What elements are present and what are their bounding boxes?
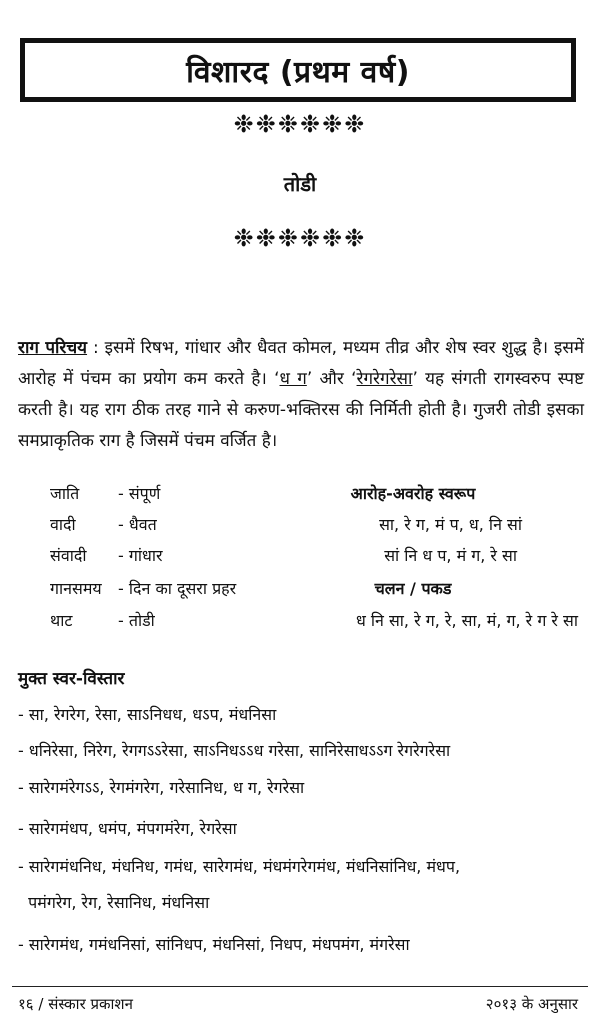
intro-sangati-2: रेगरेगरेसा: [356, 369, 413, 389]
page-title: विशारद (प्रथम वर्ष): [186, 54, 410, 90]
avroh: सां नि ध प, मं ग, रे सा: [384, 546, 517, 565]
chalan-heading: चलन / पकड: [374, 579, 452, 598]
jati-label: जाति: [50, 484, 80, 503]
ornament-top: ❉❉❉❉❉❉: [233, 110, 367, 138]
vistar-line-1: - सा, रेगरेग, रेसा, साऽनिधध, धऽप, मंधनिसा: [18, 705, 277, 724]
info-row-vadi: [0, 513, 600, 543]
thaat-label: थाट: [50, 611, 73, 630]
info-row-gaansamay: [0, 577, 600, 607]
info-row-samvadi: [0, 544, 600, 574]
gaansamay-value: - दिन का दूसरा प्रहर: [118, 579, 237, 598]
intro-sangati-1: ध ग: [279, 369, 307, 389]
footer-edition: २०१३ के अनुसार: [485, 995, 578, 1013]
samvadi-label: संवादी: [50, 546, 87, 565]
raga-introduction: [18, 333, 584, 457]
raga-name: तोडी: [283, 172, 317, 196]
vistar-line-5: - सारेगमंधनिध, मंधनिध, गमंध, सारेगमंध, मंधमंगरेगमंध, मंधनिसांनिध, मंधप,: [18, 857, 461, 876]
vistar-line-2: - धनिरेसा, निरेग, रेगगऽऽरेसा, साऽनिधऽऽध गरेसा, सानिरेसाधऽऽग रेगरेगरेसा: [18, 741, 451, 760]
jati-value: - संपूर्ण: [118, 484, 161, 503]
intro-text-3: ’ यह संगती रागस्वरुप स्पष्ट करती है। यह राग ठीक तरह गाने से करुण-भक्तिरस की निर्मिती होती है। गुजरी तोडी इसका समप्राकृतिक राग है जिसमें पंचम वर्जित है।: [18, 369, 584, 451]
thaat-value: - तोडी: [118, 611, 155, 630]
vistar-line-4: - सारेगमंधप, धमंप, मंपगमंरेग, रेगरेसा: [18, 819, 237, 838]
intro-text-2: ’ और ‘: [306, 369, 357, 389]
intro-text-1: : इसमें रिषभ, गांधार और धैवत कोमल, मध्यम तीव्र और शेष स्वर शुद्ध है। इसमें आरोह में पंचम का प्रयोग कम करते है। ‘: [18, 338, 584, 389]
vistar-line-3: - सारेगमंरेगऽऽ, रेगमंगरेग, गरेसानिध, ध ग, रेगरेसा: [18, 778, 305, 797]
vadi-value: - धैवत: [118, 515, 157, 534]
footer-page-publisher: १६ / संस्कार प्रकाशन: [18, 995, 133, 1013]
info-row-thaat: [0, 609, 600, 639]
info-row-jati: [0, 482, 600, 512]
vistar-line-6: पमंगरेग, रेग, रेसानिध, मंधनिसा: [18, 893, 210, 912]
aroh-avroh-heading: आरोह-अवरोह स्वरूप: [350, 484, 476, 503]
samvadi-value: - गांधार: [118, 546, 163, 565]
intro-heading: राग परिचय: [18, 338, 88, 358]
gaansamay-label: गानसमय: [50, 579, 102, 598]
footer-rule: [12, 986, 588, 987]
aroh: सा, रे ग, मं प, ध, नि सां: [379, 515, 522, 534]
title-box: [20, 38, 576, 102]
ornament-bottom: ❉❉❉❉❉❉: [233, 224, 367, 252]
vadi-label: वादी: [50, 515, 76, 534]
vistar-line-7: - सारेगमंध, गमंधनिसां, सांनिधप, मंधनिसां, निधप, मंधपमंग, मंगरेसा: [18, 935, 410, 954]
chalan: ध नि सा, रे ग, रे, सा, मं, ग, रे ग रे सा: [355, 611, 578, 630]
mukt-swar-vistar-title: मुक्त स्वर-विस्तार: [18, 669, 125, 689]
